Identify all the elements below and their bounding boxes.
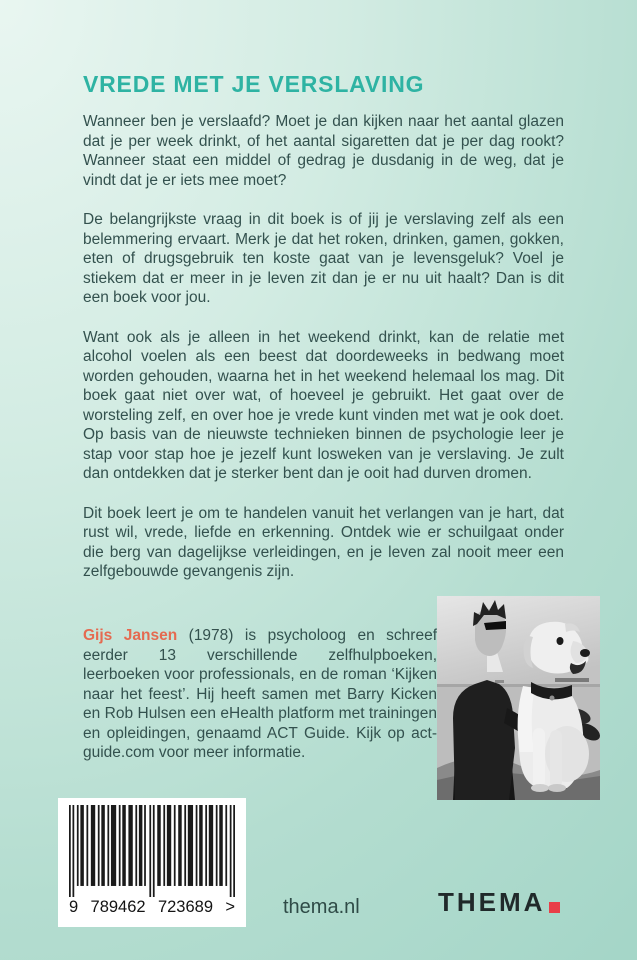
- blurb-paragraph: Wanneer ben je verslaafd? Moet je dan kijken naar het aantal glazen dat je per week drinkt, of het aantal sigaretten dat je per dag rookt? Wanneer staat een middel of gedrag je dusdanig in de weg, dat je vindt dat je er iets mee moet?: [83, 113, 564, 189]
- book-title: VREDE MET JE VERSLAVING: [83, 71, 425, 97]
- publisher-logo-red-square-icon: [549, 902, 560, 913]
- isbn-digit-lead: 9: [69, 898, 79, 916]
- barcode-bars: [69, 805, 235, 897]
- author-bio-text: (1978) is psycholoog en schreef eerder 13 verschillende zelfhulpboeken, leerboeken voor professionals, en de roman ‘Kijken naar het feest’. Hij heeft samen met Barry Kicken en Rob Hulsen een eHealth platform met trainingen en opleidingen, genaamd ACT Guide. Kijk op act-guide.com voor meer informatie.: [83, 627, 437, 761]
- publisher-logo-text: THEMA: [438, 887, 546, 917]
- publisher-website: thema.nl: [283, 896, 360, 918]
- isbn-group-2: 723689: [157, 898, 213, 916]
- isbn-number: [69, 898, 235, 916]
- blurb-section: [83, 70, 564, 602]
- isbn-group-1: 789462: [90, 898, 146, 916]
- isbn-barcode: [58, 798, 246, 927]
- author-bio: [83, 626, 437, 763]
- isbn-arrow: >: [225, 898, 235, 916]
- blurb-paragraph: De belangrijkste vraag in dit boek is of jij je verslaving zelf als een belemmering ervaart. Merk je dat het roken, drinken, gamen, gokken, eten of drugsgebruik ten koste gaat van je levensgeluk? Voel je stiekem dat er meer in je leven zit dan je er nu uit haalt? Dan is dit een boek voor jou.: [83, 211, 564, 306]
- publisher-logo: [438, 888, 560, 916]
- author-with-dog-photo: [437, 596, 600, 800]
- blurb-paragraph: Dit boek leert je om te handelen vanuit het verlangen van je hart, dat rust wil, vrede, liefde en erkenning. Ontdek wie er schuilgaat onder die berg van dagelijkse verleidingen, en je leven zal nooit meer een zelfgebouwde gevangenis zijn.: [83, 504, 564, 580]
- author-photo-illustration: [437, 596, 600, 800]
- blurb-paragraph: Want ook als je alleen in het weekend drinkt, kan de relatie met alcohol voelen als een beest dat doordeweeks in bedwang moet worden gehouden, waarna het in het weekend helemaal los mag. Dit boek gaat niet over wat, of hoeveel je gebruikt. Het gaat over de worsteling zelf, en over hoe je vrede kunt vinden met wat je ook doet. Op basis van de nieuwste technieken binnen de psychologie leer je stap voor stap hoe je jezelf kunt losweken van je verslaving. Je zult dan ontdekken dat je sterker bent dan je ooit had durven dromen.: [83, 328, 564, 482]
- author-name: Gijs Jansen: [83, 627, 178, 644]
